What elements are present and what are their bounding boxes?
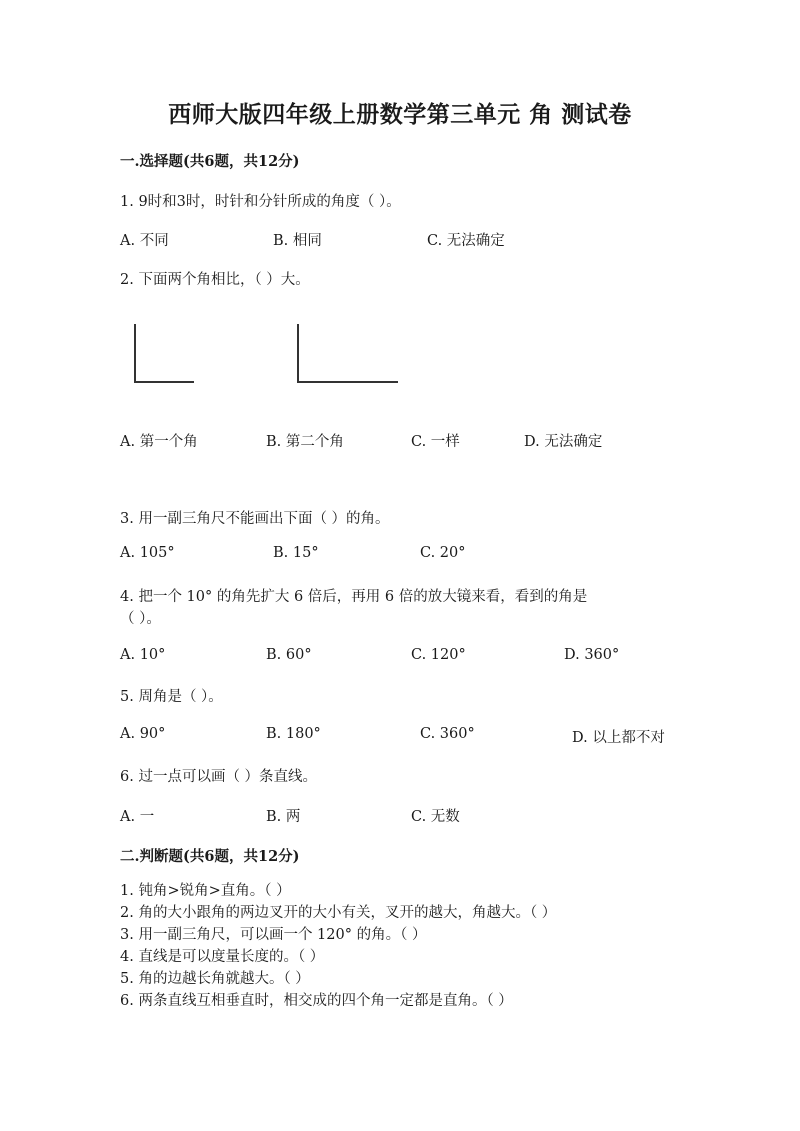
q4-option-b: B. 60° [266,647,312,663]
q2-option-a: A. 第一个角 [120,434,198,450]
q3-option-a: A. 105° [120,545,175,561]
q6-option-a: A. 一 [120,809,155,825]
q5-option-c: C. 360° [420,726,475,742]
question-3: 3. 用一副三角尺不能画出下面（ ）的角。 [120,511,390,527]
question-1: 1. 9时和3时，时针和分针所成的角度（ ）。 [120,194,401,210]
q4-option-d: D. 360° [564,647,620,663]
first-angle [135,324,194,382]
q6-option-b: B. 两 [266,809,301,825]
q5-option-d: D. 以上都不对 [572,730,665,746]
q6-option-c: C. 无数 [411,809,460,825]
section-heading-judgement: 二.判断题(共6题，共12分) [120,848,300,865]
q1-option-b: B. 相同 [273,233,322,249]
judgement-item-5: 5. 角的边越长角就越大。（ ） [120,971,310,987]
page-title: 西师大版四年级上册数学第三单元 角 测试卷 [168,101,632,128]
q3-option-b: B. 15° [273,545,319,561]
judgement-item-6: 6. 两条直线互相垂直时，相交成的四个角一定都是直角。（ ） [120,993,513,1009]
judgement-item-1: 1. 钝角>锐角>直角。（ ） [120,883,291,899]
judgement-item-4: 4. 直线是可以度量长度的。（ ） [120,949,325,965]
q3-option-c: C. 20° [420,545,466,561]
angle-figures [125,320,415,390]
question-4-line-1: 4. 把一个 10° 的角先扩大 6 倍后，再用 6 倍的放大镜来看，看到的角是 [120,589,588,605]
second-angle [298,324,398,382]
q2-option-c: C. 一样 [411,434,460,450]
question-4-line-2: （ ）。 [120,611,161,627]
q4-option-c: C. 120° [411,647,466,663]
q4-option-a: A. 10° [120,647,166,663]
question-5: 5. 周角是（ ）。 [120,689,223,705]
question-2: 2. 下面两个角相比，（ ）大。 [120,272,310,288]
q5-option-b: B. 180° [266,726,321,742]
q5-option-a: A. 90° [120,726,166,742]
q1-option-a: A. 不同 [120,233,169,249]
q1-option-c: C. 无法确定 [427,233,505,249]
question-6: 6. 过一点可以画（ ）条直线。 [120,769,318,785]
q2-option-d: D. 无法确定 [524,434,603,450]
section-heading-choice: 一.选择题(共6题，共12分) [120,153,300,170]
q2-option-b: B. 第二个角 [266,434,344,450]
judgement-item-3: 3. 用一副三角尺，可以画一个 120° 的角。（ ） [120,927,427,943]
judgement-item-2: 2. 角的大小跟角的两边叉开的大小有关，叉开的越大，角越大。（ ） [120,905,557,921]
